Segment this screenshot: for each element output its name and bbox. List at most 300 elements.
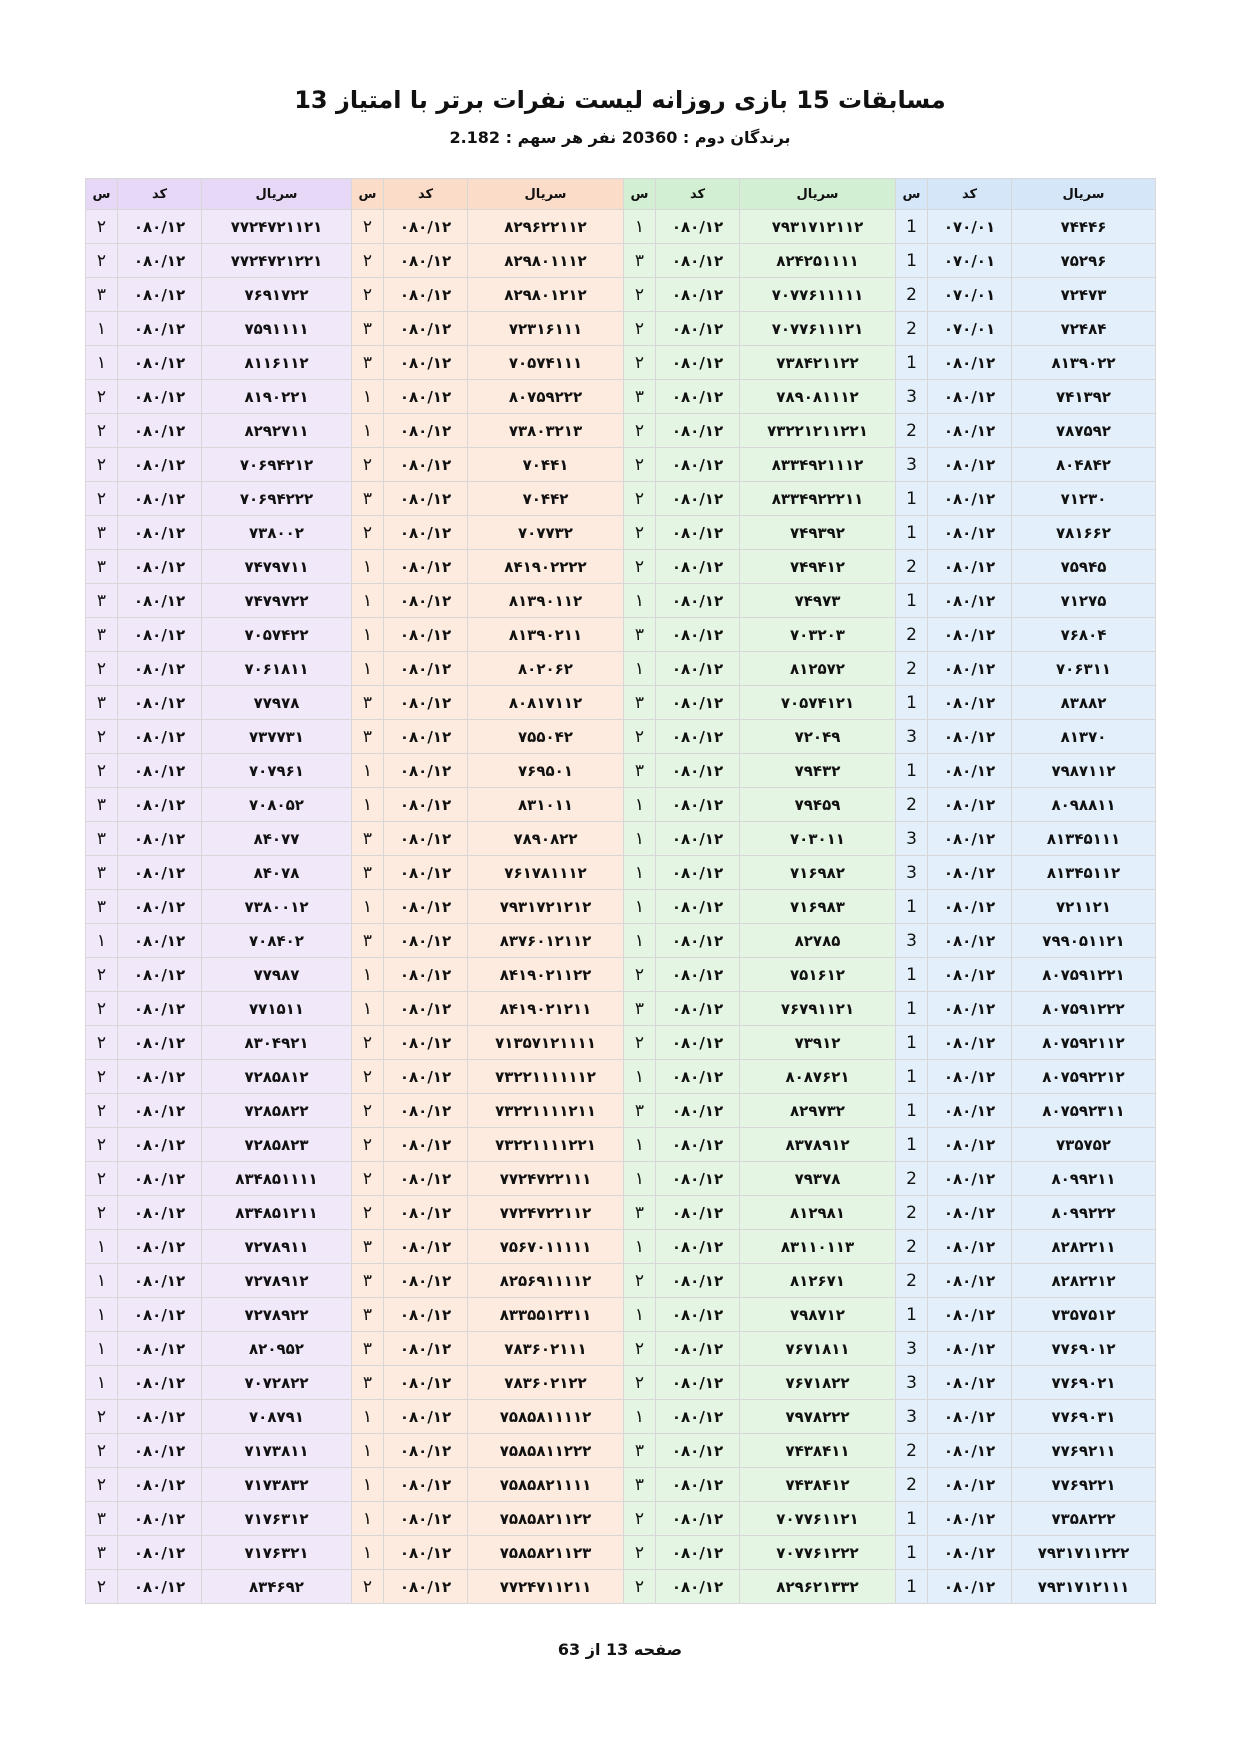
- cell-code: ۰۸۰/۱۲: [656, 1026, 740, 1060]
- cell-serial: ۸۱۳۹۰۲۱۱: [468, 618, 624, 652]
- cell-s: 1: [896, 1570, 928, 1604]
- cell-code: ۰۸۰/۱۲: [384, 414, 468, 448]
- cell-serial: ۷۷۲۴۷۱۱۲۱۱: [468, 1570, 624, 1604]
- table-row: [86, 1332, 1156, 1366]
- cell-s: ۱: [624, 1060, 656, 1094]
- cell-code: ۰۸۰/۱۲: [384, 210, 468, 244]
- cell-s: ۲: [86, 1196, 118, 1230]
- cell-code: ۰۸۰/۱۲: [656, 1196, 740, 1230]
- cell-serial: ۷۴۷۹۷۱۱: [202, 550, 352, 584]
- cell-serial: ۷۴۱۳۹۲: [1012, 380, 1156, 414]
- cell-s: ۳: [352, 1366, 384, 1400]
- cell-serial: ۷۰۷۷۶۱۱۲۱: [740, 1502, 896, 1536]
- header-serial: سریال: [1012, 179, 1156, 210]
- cell-code: ۰۸۰/۱۲: [656, 1060, 740, 1094]
- cell-s: ۱: [352, 788, 384, 822]
- cell-s: 2: [896, 788, 928, 822]
- table-row: [86, 1060, 1156, 1094]
- cell-serial: ۷۳۹۱۲: [740, 1026, 896, 1060]
- cell-s: ۱: [624, 1400, 656, 1434]
- cell-serial: ۸۴۰۷۷: [202, 822, 352, 856]
- cell-serial: ۸۳۴۶۹۲: [202, 1570, 352, 1604]
- cell-s: ۱: [352, 754, 384, 788]
- cell-serial: ۸۳۴۸۵۱۲۱۱: [202, 1196, 352, 1230]
- cell-s: ۳: [352, 346, 384, 380]
- cell-serial: ۸۰۷۵۹۲۱۱۲: [1012, 1026, 1156, 1060]
- header-serial: سریال: [468, 179, 624, 210]
- cell-code: ۰۸۰/۱۲: [118, 550, 202, 584]
- cell-s: ۳: [86, 686, 118, 720]
- cell-serial: ۸۲۴۲۵۱۱۱۱: [740, 244, 896, 278]
- cell-s: 2: [896, 1434, 928, 1468]
- cell-serial: ۷۰۵۷۴۱۱۱: [468, 346, 624, 380]
- cell-code: ۰۸۰/۱۲: [384, 1400, 468, 1434]
- cell-s: 2: [896, 618, 928, 652]
- cell-s: 2: [896, 312, 928, 346]
- cell-serial: ۷۸۱۶۶۲: [1012, 516, 1156, 550]
- cell-s: 1: [896, 1502, 928, 1536]
- cell-serial: ۸۲۹۷۳۲: [740, 1094, 896, 1128]
- cell-s: 1: [896, 754, 928, 788]
- cell-serial: ۷۱۶۹۸۳: [740, 890, 896, 924]
- cell-serial: ۸۳۰۴۹۲۱: [202, 1026, 352, 1060]
- cell-serial: ۸۳۳۴۹۲۱۱۱۲: [740, 448, 896, 482]
- cell-s: ۲: [624, 1026, 656, 1060]
- cell-serial: ۷۴۷۹۷۲۲: [202, 584, 352, 618]
- cell-s: ۱: [352, 584, 384, 618]
- cell-serial: ۸۱۳۴۵۱۱۲: [1012, 856, 1156, 890]
- cell-serial: ۷۱۲۳۰: [1012, 482, 1156, 516]
- cell-code: ۰۸۰/۱۲: [928, 346, 1012, 380]
- cell-s: ۳: [86, 618, 118, 652]
- cell-code: ۰۸۰/۱۲: [656, 584, 740, 618]
- cell-s: 2: [896, 414, 928, 448]
- table-row: [86, 720, 1156, 754]
- cell-s: ۲: [624, 1502, 656, 1536]
- table-row: [86, 1094, 1156, 1128]
- table-row: [86, 1298, 1156, 1332]
- cell-code: ۰۸۰/۱۲: [656, 312, 740, 346]
- cell-code: ۰۸۰/۱۲: [928, 618, 1012, 652]
- cell-s: 1: [896, 686, 928, 720]
- cell-s: ۱: [624, 652, 656, 686]
- cell-code: ۰۸۰/۱۲: [656, 1264, 740, 1298]
- cell-code: ۰۸۰/۱۲: [384, 1298, 468, 1332]
- cell-serial: ۸۰۹۹۲۱۱: [1012, 1162, 1156, 1196]
- cell-s: ۱: [624, 890, 656, 924]
- results-table: [85, 178, 1156, 1604]
- cell-s: 1: [896, 890, 928, 924]
- cell-code: ۰۸۰/۱۲: [384, 1468, 468, 1502]
- cell-code: ۰۸۰/۱۲: [118, 414, 202, 448]
- cell-s: ۲: [86, 754, 118, 788]
- cell-code: ۰۸۰/۱۲: [118, 1026, 202, 1060]
- cell-serial: ۷۶۷۱۸۱۱: [740, 1332, 896, 1366]
- cell-code: ۰۸۰/۱۲: [118, 1502, 202, 1536]
- cell-s: 1: [896, 1298, 928, 1332]
- cell-serial: ۸۱۹۰۲۲۱: [202, 380, 352, 414]
- cell-code: ۰۸۰/۱۲: [928, 584, 1012, 618]
- cell-serial: ۷۳۲۲۱۱۱۱۲۲۱: [468, 1128, 624, 1162]
- cell-code: ۰۸۰/۱۲: [118, 924, 202, 958]
- cell-code: ۰۸۰/۱۲: [384, 1502, 468, 1536]
- cell-serial: ۷۶۹۵۰۱: [468, 754, 624, 788]
- cell-code: ۰۸۰/۱۲: [384, 1570, 468, 1604]
- table-row: [86, 1570, 1156, 1604]
- cell-serial: ۷۶۷۱۸۲۲: [740, 1366, 896, 1400]
- cell-serial: ۷۷۱۵۱۱: [202, 992, 352, 1026]
- cell-serial: ۷۰۸۰۵۲: [202, 788, 352, 822]
- cell-code: ۰۸۰/۱۲: [656, 686, 740, 720]
- cell-code: ۰۸۰/۱۲: [118, 346, 202, 380]
- cell-serial: ۷۹۷۸۲۲۲: [740, 1400, 896, 1434]
- cell-s: ۲: [86, 1060, 118, 1094]
- cell-code: ۰۸۰/۱۲: [656, 720, 740, 754]
- cell-code: ۰۸۰/۱۲: [656, 550, 740, 584]
- cell-serial: ۷۱۷۶۳۲۱: [202, 1536, 352, 1570]
- cell-serial: ۸۴۱۹۰۲۱۱۲۲: [468, 958, 624, 992]
- cell-code: ۰۸۰/۱۲: [656, 278, 740, 312]
- cell-s: ۱: [624, 584, 656, 618]
- cell-s: 1: [896, 584, 928, 618]
- cell-code: ۰۸۰/۱۲: [384, 1230, 468, 1264]
- cell-s: ۳: [624, 686, 656, 720]
- cell-s: ۳: [624, 244, 656, 278]
- cell-serial: ۷۰۶۹۴۲۱۲: [202, 448, 352, 482]
- cell-s: ۲: [86, 1434, 118, 1468]
- cell-serial: ۷۹۹۰۵۱۱۲۱: [1012, 924, 1156, 958]
- table-row: [86, 482, 1156, 516]
- cell-serial: ۷۸۷۵۹۲: [1012, 414, 1156, 448]
- cell-s: ۳: [352, 1332, 384, 1366]
- cell-s: 1: [896, 1060, 928, 1094]
- cell-s: 1: [896, 958, 928, 992]
- cell-s: 3: [896, 1332, 928, 1366]
- cell-code: ۰۸۰/۱۲: [384, 584, 468, 618]
- cell-serial: ۷۰۳۰۱۱: [740, 822, 896, 856]
- cell-s: ۲: [86, 958, 118, 992]
- cell-serial: ۷۲۸۵۸۲۳: [202, 1128, 352, 1162]
- cell-serial: ۷۵۸۵۸۲۱۱۲۲: [468, 1502, 624, 1536]
- cell-code: ۰۸۰/۱۲: [118, 788, 202, 822]
- cell-s: ۲: [86, 244, 118, 278]
- cell-serial: ۷۸۹۰۸۲۲: [468, 822, 624, 856]
- cell-code: ۰۸۰/۱۲: [656, 788, 740, 822]
- cell-code: ۰۸۰/۱۲: [656, 482, 740, 516]
- cell-s: ۲: [352, 1570, 384, 1604]
- cell-code: ۰۸۰/۱۲: [118, 856, 202, 890]
- cell-code: ۰۸۰/۱۲: [118, 958, 202, 992]
- cell-code: ۰۸۰/۱۲: [118, 1128, 202, 1162]
- cell-code: ۰۸۰/۱۲: [656, 1128, 740, 1162]
- cell-serial: ۷۴۹۴۱۲: [740, 550, 896, 584]
- cell-code: ۰۸۰/۱۲: [928, 652, 1012, 686]
- table-row: [86, 924, 1156, 958]
- cell-serial: ۸۰۸۱۷۱۱۲: [468, 686, 624, 720]
- cell-s: ۱: [352, 618, 384, 652]
- cell-s: ۱: [624, 1128, 656, 1162]
- cell-s: ۲: [86, 1400, 118, 1434]
- cell-serial: ۷۰۶۹۴۲۲۲: [202, 482, 352, 516]
- cell-code: ۰۸۰/۱۲: [384, 1264, 468, 1298]
- cell-code: ۰۸۰/۱۲: [928, 1162, 1012, 1196]
- cell-s: ۲: [86, 652, 118, 686]
- cell-s: 3: [896, 380, 928, 414]
- cell-serial: ۸۱۲۶۷۱: [740, 1264, 896, 1298]
- cell-serial: ۷۴۳۸۴۱۱: [740, 1434, 896, 1468]
- cell-s: 2: [896, 1230, 928, 1264]
- cell-serial: ۷۳۲۲۱۲۱۱۲۲۱: [740, 414, 896, 448]
- cell-s: ۱: [352, 1400, 384, 1434]
- page-title: مسابقات 15 بازی روزانه لیست نفرات برتر با امتیاز 13: [294, 86, 946, 114]
- cell-code: ۰۸۰/۱۲: [928, 1434, 1012, 1468]
- cell-serial: ۸۳۱۱۰۱۱۳: [740, 1230, 896, 1264]
- cell-s: ۳: [86, 550, 118, 584]
- cell-s: ۲: [86, 1026, 118, 1060]
- cell-serial: ۸۰۷۵۹۱۲۲۲: [1012, 992, 1156, 1026]
- cell-s: ۱: [86, 1230, 118, 1264]
- table-body: [86, 210, 1156, 1604]
- cell-code: ۰۸۰/۱۲: [656, 1502, 740, 1536]
- cell-serial: ۷۱۷۳۸۱۱: [202, 1434, 352, 1468]
- cell-code: ۰۸۰/۱۲: [928, 1298, 1012, 1332]
- cell-serial: ۷۹۴۳۲: [740, 754, 896, 788]
- table-row: [86, 1366, 1156, 1400]
- cell-s: ۲: [624, 482, 656, 516]
- cell-code: ۰۸۰/۱۲: [656, 1570, 740, 1604]
- cell-code: ۰۸۰/۱۲: [928, 822, 1012, 856]
- cell-code: ۰۸۰/۱۲: [384, 1536, 468, 1570]
- cell-serial: ۷۹۳۱۷۱۱۲۲۲: [1012, 1536, 1156, 1570]
- cell-code: ۰۸۰/۱۲: [656, 1366, 740, 1400]
- cell-serial: ۸۰۲۰۶۲: [468, 652, 624, 686]
- cell-s: 2: [896, 1196, 928, 1230]
- cell-s: ۳: [352, 822, 384, 856]
- table-row: [86, 856, 1156, 890]
- cell-serial: ۸۲۹۲۷۱۱: [202, 414, 352, 448]
- cell-s: 2: [896, 1264, 928, 1298]
- cell-s: ۳: [624, 380, 656, 414]
- cell-s: ۲: [352, 278, 384, 312]
- cell-code: ۰۸۰/۱۲: [384, 856, 468, 890]
- table-row: [86, 448, 1156, 482]
- cell-serial: ۸۲۸۲۲۱۱: [1012, 1230, 1156, 1264]
- cell-s: ۱: [624, 210, 656, 244]
- cell-s: ۳: [352, 720, 384, 754]
- cell-code: ۰۸۰/۱۲: [118, 1230, 202, 1264]
- cell-s: ۳: [624, 992, 656, 1026]
- cell-s: ۲: [86, 1094, 118, 1128]
- cell-code: ۰۸۰/۱۲: [118, 1400, 202, 1434]
- cell-s: 1: [896, 1536, 928, 1570]
- cell-code: ۰۸۰/۱۲: [118, 822, 202, 856]
- cell-s: ۱: [624, 856, 656, 890]
- cell-serial: ۷۸۳۶۰۲۱۲۲: [468, 1366, 624, 1400]
- cell-code: ۰۸۰/۱۲: [656, 516, 740, 550]
- cell-s: ۲: [624, 278, 656, 312]
- table-row: [86, 1400, 1156, 1434]
- cell-serial: ۷۹۳۱۷۲۱۲۱۲: [468, 890, 624, 924]
- table-row: [86, 788, 1156, 822]
- cell-code: ۰۸۰/۱۲: [384, 1366, 468, 1400]
- cell-serial: ۷۳۸۴۲۱۱۲۲: [740, 346, 896, 380]
- cell-code: ۰۷۰/۰۱: [928, 244, 1012, 278]
- cell-s: ۱: [86, 1298, 118, 1332]
- cell-code: ۰۸۰/۱۲: [118, 1298, 202, 1332]
- cell-s: ۲: [624, 720, 656, 754]
- cell-code: ۰۸۰/۱۲: [384, 312, 468, 346]
- cell-code: ۰۸۰/۱۲: [118, 1366, 202, 1400]
- cell-serial: ۷۵۹۱۱۱۱: [202, 312, 352, 346]
- cell-s: ۱: [352, 958, 384, 992]
- cell-serial: ۷۵۸۵۸۲۱۱۱۱: [468, 1468, 624, 1502]
- cell-code: ۰۸۰/۱۲: [656, 414, 740, 448]
- cell-code: ۰۸۰/۱۲: [384, 482, 468, 516]
- cell-s: ۱: [352, 550, 384, 584]
- cell-code: ۰۸۰/۱۲: [118, 890, 202, 924]
- cell-s: ۱: [352, 890, 384, 924]
- cell-s: ۲: [86, 482, 118, 516]
- cell-code: ۰۸۰/۱۲: [656, 992, 740, 1026]
- cell-serial: ۷۱۲۷۵: [1012, 584, 1156, 618]
- cell-code: ۰۸۰/۱۲: [384, 1060, 468, 1094]
- cell-code: ۰۸۰/۱۲: [118, 686, 202, 720]
- cell-code: ۰۸۰/۱۲: [118, 312, 202, 346]
- cell-s: ۳: [86, 1502, 118, 1536]
- cell-s: 3: [896, 924, 928, 958]
- cell-code: ۰۸۰/۱۲: [656, 1332, 740, 1366]
- cell-serial: ۸۴۱۹۰۲۲۲۲: [468, 550, 624, 584]
- cell-code: ۰۸۰/۱۲: [118, 1332, 202, 1366]
- cell-serial: ۷۵۵۰۴۲: [468, 720, 624, 754]
- cell-code: ۰۸۰/۱۲: [118, 1162, 202, 1196]
- cell-code: ۰۷۰/۰۱: [928, 210, 1012, 244]
- cell-s: ۱: [624, 1298, 656, 1332]
- cell-serial: ۷۹۸۷۱۲: [740, 1298, 896, 1332]
- cell-serial: ۷۳۵۷۵۱۲: [1012, 1298, 1156, 1332]
- cell-code: ۰۸۰/۱۲: [656, 890, 740, 924]
- cell-s: ۱: [624, 822, 656, 856]
- cell-code: ۰۸۰/۱۲: [928, 992, 1012, 1026]
- cell-s: ۱: [86, 924, 118, 958]
- cell-s: ۱: [624, 924, 656, 958]
- header-s: س: [896, 179, 928, 210]
- cell-code: ۰۸۰/۱۲: [928, 1264, 1012, 1298]
- cell-serial: ۷۰۳۲۰۳: [740, 618, 896, 652]
- cell-serial: ۷۰۸۴۰۲: [202, 924, 352, 958]
- table-row: [86, 312, 1156, 346]
- cell-s: 1: [896, 482, 928, 516]
- cell-code: ۰۸۰/۱۲: [384, 278, 468, 312]
- cell-serial: ۸۲۹۸۰۱۲۱۲: [468, 278, 624, 312]
- cell-serial: ۷۰۷۹۶۱: [202, 754, 352, 788]
- cell-serial: ۷۵۶۷۰۱۱۱۱۱: [468, 1230, 624, 1264]
- cell-code: ۰۸۰/۱۲: [384, 244, 468, 278]
- cell-code: ۰۸۰/۱۲: [384, 448, 468, 482]
- cell-serial: ۷۳۸۰۳۲۱۳: [468, 414, 624, 448]
- cell-serial: ۷۶۱۷۸۱۱۱۲: [468, 856, 624, 890]
- cell-code: ۰۸۰/۱۲: [928, 856, 1012, 890]
- cell-s: 2: [896, 278, 928, 312]
- cell-serial: ۷۳۲۲۱۱۱۱۱۱۲: [468, 1060, 624, 1094]
- table-row: [86, 1162, 1156, 1196]
- cell-s: ۲: [86, 1162, 118, 1196]
- cell-s: ۲: [352, 516, 384, 550]
- cell-serial: ۷۳۸۰۰۱۲: [202, 890, 352, 924]
- cell-code: ۰۸۰/۱۲: [384, 380, 468, 414]
- cell-code: ۰۸۰/۱۲: [656, 1468, 740, 1502]
- cell-code: ۰۸۰/۱۲: [928, 380, 1012, 414]
- cell-code: ۰۸۰/۱۲: [656, 1230, 740, 1264]
- table-row: [86, 1536, 1156, 1570]
- cell-serial: ۷۲۸۵۸۲۲: [202, 1094, 352, 1128]
- cell-serial: ۷۶۷۹۱۱۲۱: [740, 992, 896, 1026]
- cell-code: ۰۸۰/۱۲: [656, 210, 740, 244]
- cell-s: ۲: [624, 1332, 656, 1366]
- cell-s: 1: [896, 1128, 928, 1162]
- cell-code: ۰۸۰/۱۲: [384, 346, 468, 380]
- cell-s: ۳: [86, 822, 118, 856]
- cell-serial: ۷۹۳۷۸: [740, 1162, 896, 1196]
- cell-serial: ۸۲۹۶۲۲۱۱۲: [468, 210, 624, 244]
- cell-s: ۳: [86, 856, 118, 890]
- cell-s: ۲: [624, 550, 656, 584]
- table-row: [86, 1026, 1156, 1060]
- cell-s: ۲: [86, 210, 118, 244]
- cell-s: 3: [896, 856, 928, 890]
- cell-serial: ۷۵۸۵۸۲۱۱۲۳: [468, 1536, 624, 1570]
- cell-s: 2: [896, 652, 928, 686]
- cell-code: ۰۸۰/۱۲: [384, 1026, 468, 1060]
- cell-s: ۳: [352, 1264, 384, 1298]
- cell-code: ۰۸۰/۱۲: [656, 448, 740, 482]
- cell-code: ۰۸۰/۱۲: [928, 1468, 1012, 1502]
- cell-s: ۲: [624, 414, 656, 448]
- cell-serial: ۷۶۹۱۷۲۲: [202, 278, 352, 312]
- table-row: [86, 346, 1156, 380]
- table-row: [86, 516, 1156, 550]
- cell-code: ۰۸۰/۱۲: [656, 822, 740, 856]
- cell-code: ۰۸۰/۱۲: [656, 1536, 740, 1570]
- cell-serial: ۷۲۷۸۹۱۲: [202, 1264, 352, 1298]
- cell-serial: ۷۷۲۴۷۲۱۲۲۱: [202, 244, 352, 278]
- cell-s: ۳: [624, 618, 656, 652]
- cell-s: 3: [896, 822, 928, 856]
- cell-s: ۱: [352, 414, 384, 448]
- cell-code: ۰۸۰/۱۲: [656, 1094, 740, 1128]
- cell-code: ۰۸۰/۱۲: [928, 1570, 1012, 1604]
- cell-code: ۰۸۰/۱۲: [118, 244, 202, 278]
- table-row: [86, 1468, 1156, 1502]
- cell-s: 3: [896, 720, 928, 754]
- cell-code: ۰۸۰/۱۲: [118, 516, 202, 550]
- cell-s: ۳: [352, 924, 384, 958]
- cell-s: ۱: [352, 1468, 384, 1502]
- cell-serial: ۷۰۶۳۱۱: [1012, 652, 1156, 686]
- cell-code: ۰۸۰/۱۲: [928, 1332, 1012, 1366]
- cell-serial: ۸۲۹۸۰۱۱۱۲: [468, 244, 624, 278]
- cell-code: ۰۸۰/۱۲: [928, 1094, 1012, 1128]
- cell-s: ۲: [624, 448, 656, 482]
- cell-code: ۰۸۰/۱۲: [118, 754, 202, 788]
- cell-serial: ۷۲۳۱۶۱۱۱: [468, 312, 624, 346]
- cell-s: ۲: [86, 414, 118, 448]
- table-row: [86, 754, 1156, 788]
- cell-s: ۲: [624, 1570, 656, 1604]
- cell-serial: ۷۰۷۷۳۲: [468, 516, 624, 550]
- cell-serial: ۷۲۷۸۹۱۱: [202, 1230, 352, 1264]
- table-row: [86, 1434, 1156, 1468]
